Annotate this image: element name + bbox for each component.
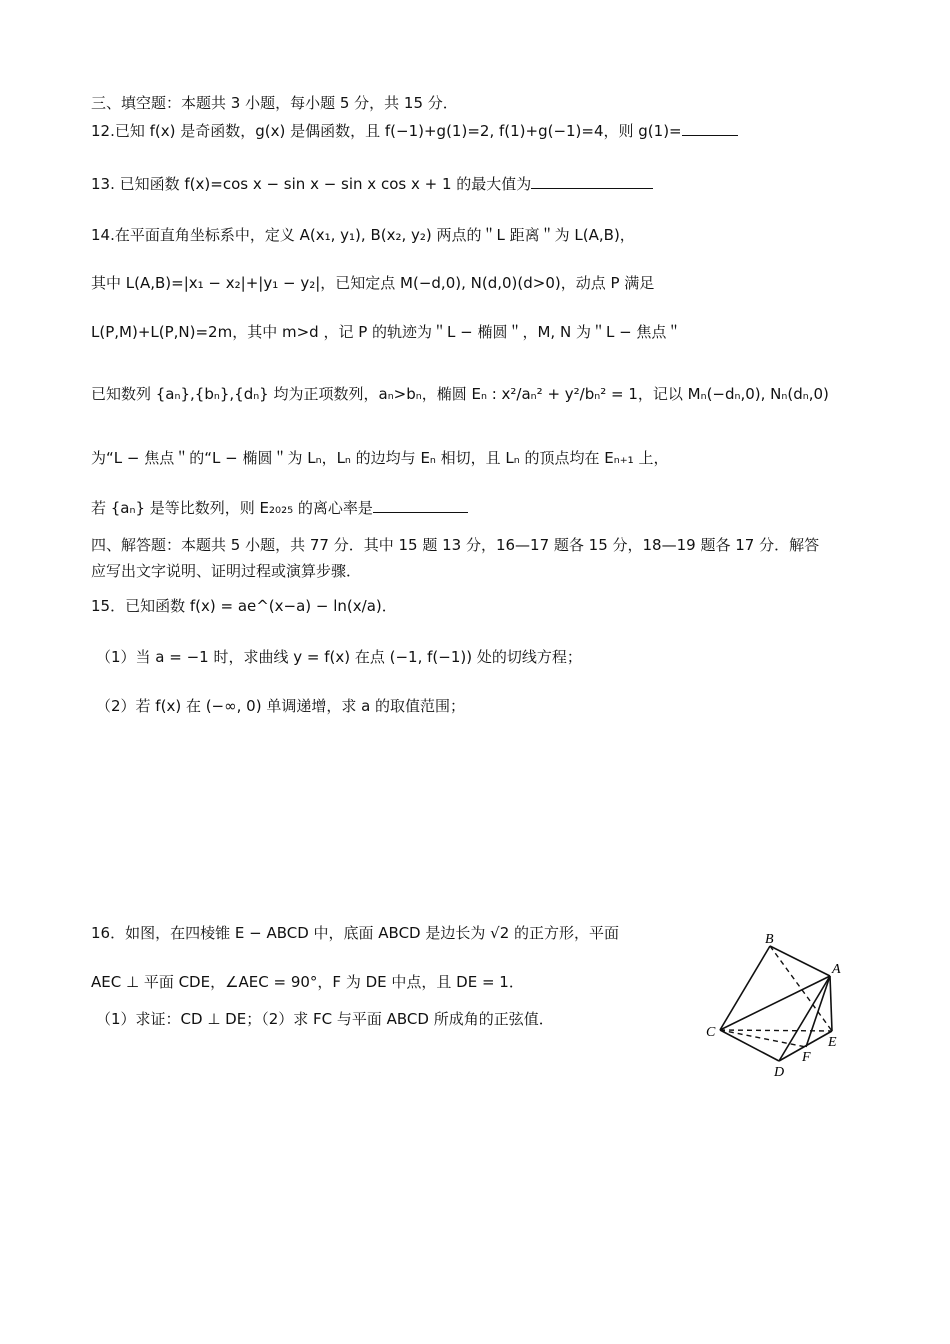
figure-label-f: F (802, 1050, 811, 1065)
answer-blank-12[interactable] (682, 121, 738, 136)
question-12-text: 12.已知 f(x) 是奇函数，g(x) 是偶函数，且 f(−1)+g(1)=2, f(1)+g(−1)=4，则 g(1)= (91, 122, 682, 140)
question-15: 15．已知函数 f(x) = ae^(x−a) − ln(x/a)． (91, 597, 397, 615)
question-16-line-3: （1）求证：CD ⊥ DE；（2）求 FC 与平面 ABCD 所成角的正弦值． (96, 1010, 554, 1028)
figure-label-d: D (774, 1065, 785, 1080)
pyramid-figure (700, 925, 860, 1090)
question-12 (91, 121, 738, 141)
figure-label-c: C (706, 1025, 716, 1040)
question-16-line-1: 16．如图，在四棱锥 E − ABCD 中，底面 ABCD 是边长为 √2 的正方形，平面 (91, 924, 620, 942)
section3-header: 三、填空题：本题共 3 小题，每小题 5 分，共 15 分． (91, 94, 458, 112)
question-13 (91, 174, 653, 194)
question-15-part-2: （2）若 f(x) 在 (−∞, 0) 单调递增，求 a 的取值范围； (96, 697, 466, 715)
question-16-line-2: AEC ⊥ 平面 CDE，∠AEC = 90°，F 为 DE 中点，且 DE = 1． (91, 973, 524, 991)
question-14-line-1: 14.在平面直角坐标系中，定义 A(x₁, y₁), B(x₂, y₂) 两点的＂L 距离＂为 L(A,B)， (91, 226, 635, 244)
question-14-line-2: 其中 L(A,B)=|x₁ − x₂|+|y₁ − y₂|，已知定点 M(−d,0), N(d,0)(d>0)，动点 P 满足 (91, 274, 655, 292)
question-14-line-4: 已知数列 {aₙ},{bₙ},{dₙ} 均为正项数列，aₙ>bₙ，椭圆 Eₙ : x²/aₙ² + y²/bₙ² = 1，记以 Mₙ(−dₙ,0), Nₙ(dₙ,0) (91, 385, 829, 403)
question-14-line-6 (91, 498, 468, 518)
answer-blank-14[interactable] (373, 498, 468, 513)
figure-label-e: E (828, 1035, 837, 1050)
question-14-line-5: 为“L − 焦点＂的“L − 椭圆＂为 Lₙ，Lₙ 的边均与 Eₙ 相切，且 Lₙ 的顶点均在 Eₙ₊₁ 上， (91, 449, 669, 467)
answer-blank-13[interactable] (531, 174, 653, 189)
figure-label-a: A (832, 962, 841, 977)
question-14-text: 若 {aₙ} 是等比数列，则 E₂₀₂₅ 的离心率是 (91, 499, 373, 517)
question-15-part-1: （1）当 a = −1 时，求曲线 y = f(x) 在点 (−1, f(−1)) 处的切线方程； (96, 648, 582, 666)
section4-header: 四、解答题：本题共 5 小题，共 77 分．其中 15 题 13 分，16—17 题各 15 分，18—19 题各 17 分．解答 (91, 536, 820, 554)
question-14-line-3: L(P,M)+L(P,N)=2m，其中 m>d ，记 P 的轨迹为＂L − 椭圆＂，M, N 为＂L − 焦点＂ (91, 323, 682, 341)
section4-header-cont: 应写出文字说明、证明过程或演算步骤． (91, 562, 362, 580)
figure-label-b: B (765, 932, 774, 947)
question-13-text: 13. 已知函数 f(x)=cos x − sin x − sin x cos x + 1 的最大值为 (91, 175, 532, 193)
